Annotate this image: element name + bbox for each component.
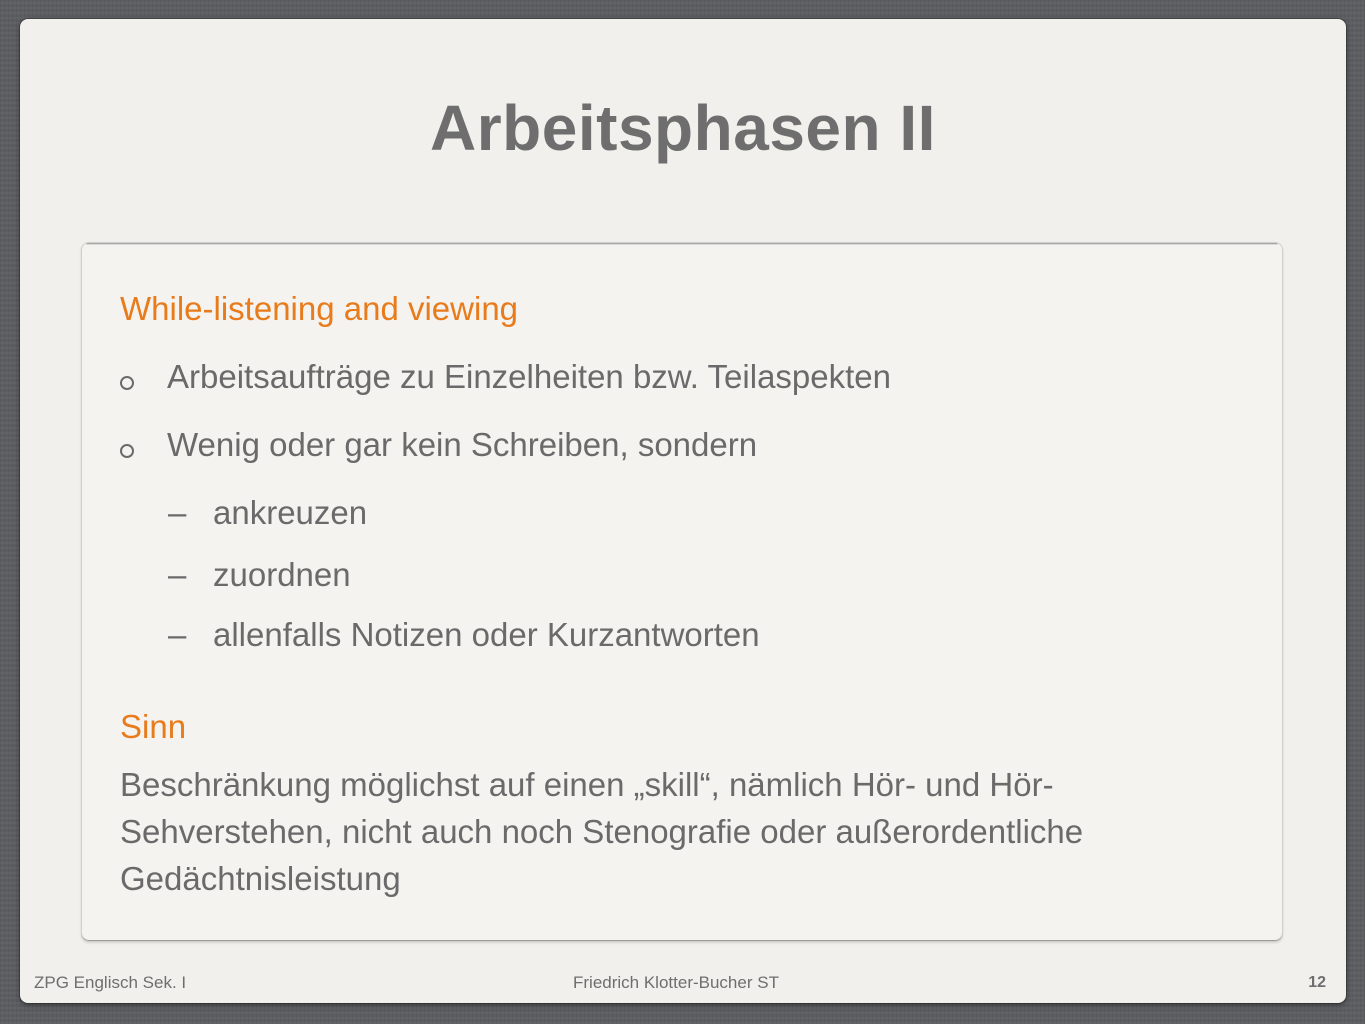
bullet-item-1: Arbeitsaufträge zu Einzelheiten bzw. Teilaspekten — [167, 358, 892, 395]
dash-bullet-icon: – — [168, 494, 187, 531]
panel-top-edge — [86, 243, 1278, 245]
page-number: 12 — [1308, 974, 1326, 991]
footer-author: Friedrich Klotter-Bucher ST — [573, 973, 779, 992]
circle-bullet-icon — [120, 376, 134, 390]
footer-course: ZPG Englisch Sek. I — [34, 973, 187, 992]
sub-item-2: zuordnen — [213, 556, 351, 593]
bullet-item-2: Wenig oder gar kein Schreiben, sondern — [167, 426, 758, 463]
slide — [20, 19, 1346, 1003]
sub-item-1: ankreuzen — [213, 494, 368, 531]
dash-bullet-icon: – — [168, 616, 187, 653]
sinn-paragraph: Beschränkung möglichst auf einen „skill“, nämlich Hör- und Hör-Sehverstehen, nicht auch noch Stenografie oder außerordentliche Gedächtnisleistung — [120, 766, 1084, 897]
sub-item-3: allenfalls Notizen oder Kurzantworten — [213, 616, 760, 653]
content-panel — [81, 242, 1283, 942]
circle-bullet-icon — [120, 444, 134, 458]
slide-title: Arbeitsphasen II — [430, 92, 936, 164]
section-heading-while-listening: While-listening and viewing — [120, 290, 519, 327]
dash-bullet-icon: – — [168, 556, 187, 593]
section-heading-sinn: Sinn — [120, 708, 187, 745]
